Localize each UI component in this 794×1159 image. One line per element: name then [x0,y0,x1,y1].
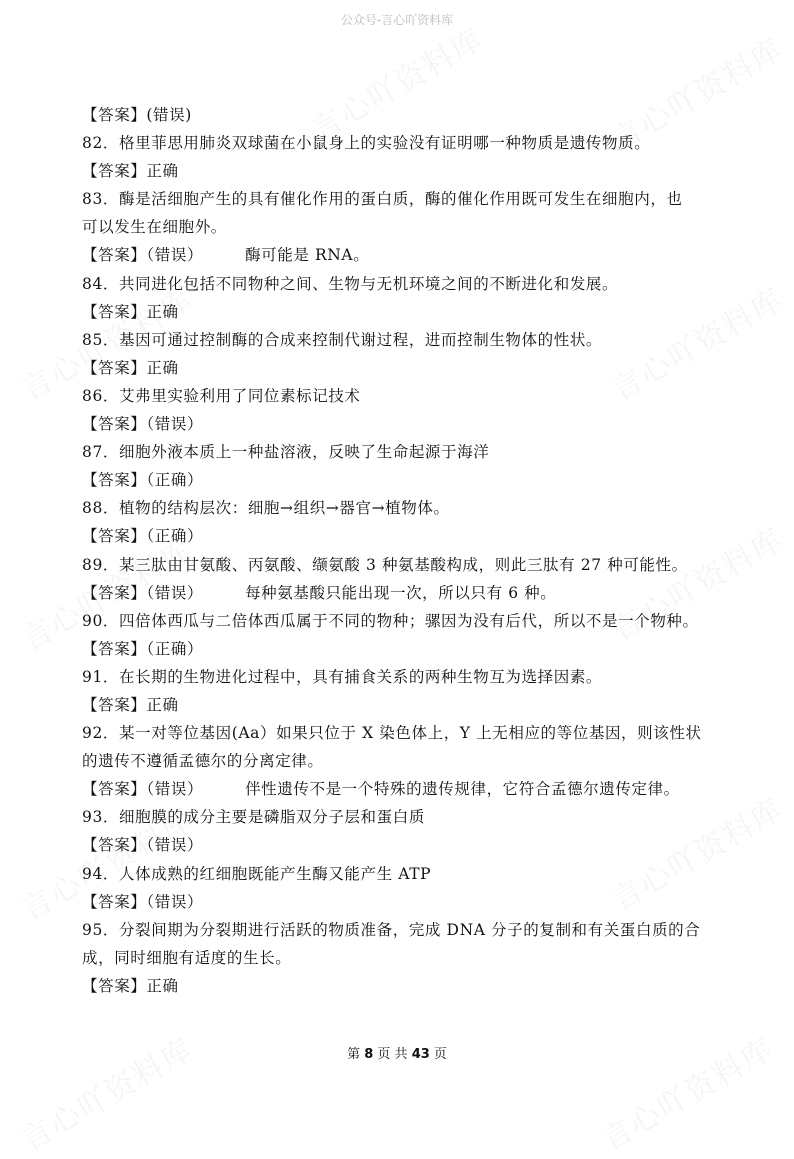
question-line [82,916,722,944]
footer-prefix: 第 [347,1047,361,1062]
question-line [82,803,722,831]
line-text: 91．在长期的生物进化过程中，具有捕食关系的两种生物互为选择因素。 [82,667,603,686]
answer-line [82,354,722,382]
question-line [82,129,722,157]
line-text: 【答案】（正确） [82,471,204,490]
line-text: 90．四倍体西瓜与二倍体西瓜属于不同的物种；骡因为没有后代，所以不是一个物种。 [82,611,699,630]
line-text: 【答案】正确 [82,695,179,714]
line-text: 【答案】（错误） [82,836,204,855]
line-text: 86．艾弗里实验利用了同位素标记技术 [82,386,361,405]
line-text: 【答案】（正确） [82,639,204,658]
question-line [82,382,722,410]
answer-explanation: 酶可能是 RNA。 [245,246,370,265]
line-text: 【答案】(错误) [82,106,192,124]
line-text: 83．酶是活细胞产生的具有催化作用的蛋白质，酶的催化作用既可发生在细胞内，也 [82,190,683,209]
question-line [82,663,722,691]
answer-explanation: 伴性遗传不是一个特殊的遗传规律，它符合孟德尔遗传定律。 [245,780,680,799]
answer-line [82,298,722,326]
answer-line [82,888,722,916]
line-text: 87．细胞外液本质上一种盐溶液，反映了生命起源于海洋 [82,443,490,462]
line-text: 88．植物的结构层次：细胞→组织→器官→植物体。 [82,499,450,518]
question-line [82,944,722,972]
line-text: 93．细胞膜的成分主要是磷脂双分子层和蛋白质 [82,808,425,827]
question-line [82,438,722,466]
line-text: 【答案】（正确） [82,527,204,546]
answer-line [82,157,722,185]
answer-line [82,775,722,803]
question-line [82,326,722,354]
page-footer [0,1043,794,1062]
line-text: 【答案】正确 [82,976,179,995]
answer-line [82,466,722,494]
question-line [82,860,722,888]
footer-middle: 页 共 [377,1047,408,1062]
line-text: 【答案】正确 [82,162,179,181]
question-line [82,213,722,241]
question-line [82,270,722,298]
line-text: 的遗传不遵循孟德尔的分离定律。 [82,752,324,771]
line-text: 【答案】（错误） [82,415,204,434]
line-text: 84．共同进化包括不同物种之间、生物与无机环境之间的不断进化和发展。 [82,274,619,293]
line-text: 85．基因可通过控制酶的合成来控制代谢过程，进而控制生物体的性状。 [82,330,603,349]
question-line [82,747,722,775]
line-text: 94．人体成熟的红细胞既能产生酶又能产生 ATP [82,864,432,883]
answer-line [82,241,722,269]
answer-line [82,635,722,663]
answer-explanation: 每种氨基酸只能出现一次，所以只有 6 种。 [245,583,557,602]
line-text: 【答案】（错误） [82,583,204,602]
line-text: 95．分裂间期为分裂期进行活跃的物质准备，完成 DNA 分子的复制和有关蛋白质的合 [82,920,701,939]
answer-line [82,691,722,719]
question-line [82,551,722,579]
line-text: 成，同时细胞有适度的生长。 [82,948,292,967]
footer-suffix: 页 [433,1047,447,1062]
question-line [82,494,722,522]
answer-line [82,831,722,859]
answer-line [82,522,722,550]
footer-total-pages: 43 [411,1047,430,1062]
answer-line [82,101,722,129]
line-text: 【答案】正确 [82,358,179,377]
question-line [82,607,722,635]
document-body [82,101,722,1000]
question-line [82,719,722,747]
line-text: 【答案】（错误） [82,780,204,799]
footer-page-number: 8 [364,1047,374,1062]
answer-line [82,579,722,607]
line-text: 【答案】正确 [82,302,179,321]
line-text: 【答案】（错误） [82,892,204,911]
answer-line [82,972,722,1000]
page-header: 公众号-言心吖资料库 [340,13,454,27]
line-text: 92．某一对等位基因(Aa）如果只位于 X 染色体上，Y 上无相应的等位基因，则该性状 [82,724,702,743]
question-line [82,185,722,213]
line-text: 【答案】（错误） [82,246,204,265]
answer-line [82,410,722,438]
line-text: 可以发生在细胞外。 [82,218,227,237]
line-text: 89．某三肽由甘氨酸、丙氨酸、缬氨酸 3 种氨基酸构成，则此三肽有 27 种可能性。 [82,555,688,574]
line-text: 82．格里菲思用肺炎双球菌在小鼠身上的实验没有证明哪一种物质是遗传物质。 [82,134,651,153]
